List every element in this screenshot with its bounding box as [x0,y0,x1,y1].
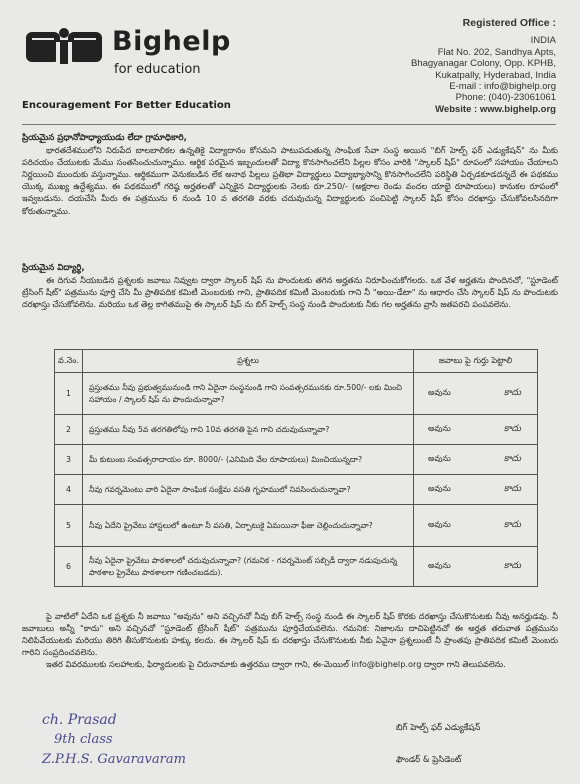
handwritten-mark: కాదు [503,560,521,571]
office-line: INDIA [530,35,556,47]
answer-cell [414,475,538,505]
column-header-question: ప్రశ్నలు [83,350,414,373]
table-row [55,373,538,415]
row-number: 2 [55,415,83,445]
open-book-logo-icon [24,26,104,66]
table-row [55,505,538,547]
handwritten-mark: కాదు [503,423,521,434]
office-phone: Phone: (040)-23061061 [455,92,556,104]
contact-paragraph: ఇతర వివరములకు సలహాలకు, ఫిర్యాదులకు పై చిరునామాకు ఉత్తరము ద్వారా గాని, ఈ-మెయిల్ info@bighelp.org ద్వారా గాని తెలుపవలెను. [46,659,506,670]
question-text: ప్రస్తుతము నీవు 5వ తరగతిలోపు గాని 10వ తరగతి పైన గాని చదువుచున్నావా? [83,415,414,445]
answer-cell [414,373,538,415]
handwritten-name: ch. Prasad [42,712,117,728]
intro-paragraph: భారతదేశములోని నిరుపేద బాలబాలికల ఉన్నతికై విద్యాదానం కోసమని పాటుపడుతున్న సాంఘిక సేవా సంస్థ అయిన "బిగ్ హెల్ప్ ఫర్ ఎడ్యుకేషన్" ను మీకు పరిచయం చేయుటకు మేము సంతసించుచున్నాము. ఆర్థిక పరమైన ఇబ్బందులతో విద్యా కొనసాగించలేని పిల్లల కోసం వారికి "స్కాలర్ షిప్" రూపంలో సహాయం చేయాలని నిర్ణయించి ముందుకు వస్తున్నాము. ఆర్థికముగా వెనుకబడిన లేక అనాథ పిల్లలు ప్రతిభా విద్యార్థులు విద్యాభ్యాసాన్ని కొనసాగించలేని పరిస్థితి ఏర్పడకూడదన్నదే ఈ పథకము యొక్క ముఖ్య ఉద్దేశ్యము. ఈ పథకములో గరిష్ఠ అర్హతలతో ఎన్నికైన విద్యార్థులకు నెలకు రూ.250/- (అక్షరాల రెండు వందల యాభై రూపాయలు) కానుకల రూపంలో ఇవ్వబడును. దయచేసి మీరు ఈ పత్రమును 6 నుండి 10 వ తరగతి వరకు చదువుచున్న విద్యార్థులకు పంచిపెట్టి స్కాలర్ షిప్ కోసం దరఖాస్తు చేసుకోవలసినదిగా కోరుతున్నాము. [22,145,558,216]
row-number: 1 [55,373,83,415]
answer-cell [414,547,538,587]
signoff-block [396,712,480,776]
row-number: 4 [55,475,83,505]
answer-cell [414,505,538,547]
office-website: Website : www.bighelp.org [435,103,556,115]
row-number: 6 [55,547,83,587]
office-line: Kukatpally, Hyderabad, India [435,69,556,81]
answer-option: అవును [428,388,451,397]
column-header-answer: జవాబు పై గుర్తు పెట్టాలి [414,350,538,373]
answer-option: అవును [428,424,451,433]
office-email: E-mail : info@bighelp.org [449,81,556,93]
answer-option: అవును [428,561,451,570]
brand-subtitle: for education [114,62,201,77]
registered-office-block [336,18,556,115]
table-row [55,445,538,475]
handwritten-mark: కాదు [503,453,521,464]
answer-option: అవును [428,454,451,463]
handwritten-mark: కాదు [503,483,521,494]
answer-cell [414,445,538,475]
handwritten-mark: కాదు [503,519,521,530]
brand-name: Bighelp [112,26,231,57]
signoff-organization: బిగ్ హెల్ప్ ఫర్ ఎడ్యుకేషన్ [396,723,481,733]
question-text: నీవు ఏదైనా ప్రైవేటు పాఠశాలలో చదువుచున్నావా? (గమనిక - గవర్నమెంట్ సబ్సిడీ ద్వారా నడుపుచున్న పాఠశాల ప్రైవేటు పాఠశాలగా గణించబడదు). [83,547,414,587]
salutation-student: ప్రియమైన విద్యార్థి, [22,263,85,273]
handwritten-student-details [42,710,186,770]
office-title: Registered Office : [462,17,556,29]
tagline: Encouragement For Better Education [22,100,231,111]
question-text: ప్రస్తుతము నీవు ప్రభుత్వమునుండి గాని ఏదైనా సంస్థనుండి గాని సంవత్సరమునకు రూ.500/- లకు మించి సహాయం / స్కాలర్ షిప్ ను పొందుచున్నావా? [83,373,414,415]
column-header-sno: వ.నెం. [55,350,83,373]
row-number: 3 [55,445,83,475]
student-paragraph: ఈ దిగువ నీయబడిన ప్రశ్నలకు జవాబు నివ్వుట ద్వారా స్కాలర్ షిప్ ను పొందుటకు తగిన అర్హతను నిరూపించుకోగలరు. ఒక వేళ అర్హతను పొందినచో, "స్టూడెంట్ ట్రేసింగ్ షీట్" పత్రమును పూర్తి చేసి మీ ప్రాతిపదిక కమిటీ మెంబరుకు గాని, ప్రాతిపదిక కమిటీ మెంబరుకు గాని నీ "అయి-డేటా" ను ఆధారం చేసి స్కాలర్ షిప్ ను పొందుటకు దరఖాస్తు చేసుకోవలెను. మరియు ఒక తెల్ల కాగితముపై ఈ స్కాలర్ షిప్ ను బిగ్ హెల్ప్ సంస్థ నుండి పొందుటకు నీకు గల అర్హతను వ్రాసి జతపరచి పంపవలెను. [22,275,558,310]
question-text: మీ కుటుంబ సంవత్సరాదాయం రూ. 8000/- (ఎనిమిది వేల రూపాయలు) మించియున్నదా? [83,445,414,475]
eligibility-questions-table [54,349,538,587]
row-number: 5 [55,505,83,547]
question-text: నీవు గవర్నమెంటు వారి ఏదైనా సాంఘిక సంక్షేమ వసతి గృహములో నివసించుచున్నావా? [83,475,414,505]
answer-cell [414,415,538,445]
table-row [55,475,538,505]
office-line: Bhagyanagar Colony, Opp. KPHB, [410,58,556,70]
salutation-headmaster: ప్రియమైన ప్రధానోపాధ్యాయుడు లేదా గ్రామాధికారి, [22,133,187,143]
header-divider [22,124,556,125]
bighelp-logo [24,20,231,80]
handwritten-mark: కాదు [503,387,521,398]
table-header-row [55,350,538,373]
office-line: Flat No. 202, Sandhya Apts, [437,46,556,58]
handwritten-class: 9th class [54,732,113,747]
question-text: నీవు ఏదేని ప్రైవేటు హాస్టలులో ఉంటూ నీ వసతి, ఏర్పాటుకై ఏమయినా ఫీజు చెల్లించుచున్నావా? [83,505,414,547]
signoff-role: ఫౌండర్ & ప్రెసిడెంట్ [396,755,462,765]
closing-section [22,610,558,670]
intro-section [22,132,558,217]
table-row [55,547,538,587]
student-section [22,262,558,310]
eligibility-note-paragraph: పై వాటిలో ఏదేని ఒక ప్రశ్నకు నీ జవాబు "అవును" అని వచ్చినచో నీవు బిగ్ హెల్ప్ సంస్థ నుండి ఈ స్కాలర్ షిప్ కొరకు దరఖాస్తు చేసుకొనుటకు నీవు అనర్హుడవు. నీ జవాబులు అన్నీ "కాదు" అని వచ్చినచో "స్టూడెంట్ ట్రేసింగ్ షీట్" పత్రమును పూర్తిచేయవలెను. గమనిక: నిజాలను దాచిపెట్టినచో ఈ అర్హత తరువాత పత్రమును నిలిపివేయుటకు మరియు తిరిగి తీసుకొనుటకు హక్కు కలదు. ఈ స్కాలర్ షిప్ కు దరఖాస్తు చేసుకొనుటకు నీకు ఏవైనా ప్రశ్నలుంటే నీ ప్రాంతపు ప్రాతిపదిక కమిటీ మెంబరు గారిని సంప్రదించవలెను. [22,611,558,658]
answer-option: అవును [428,484,451,493]
table-row [55,415,538,445]
answer-option: అవును [428,520,451,529]
handwritten-school: Z.P.H.S. Gavaravaram [42,752,186,767]
